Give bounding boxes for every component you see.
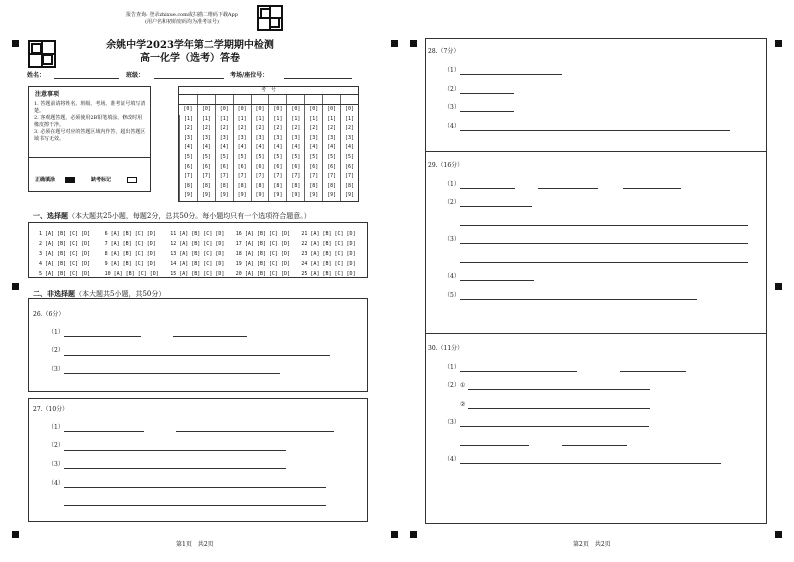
exam-id-digit-cell[interactable] [233, 95, 251, 104]
notice-items [34, 101, 146, 143]
exam-id-bubble[interactable]: [2] [215, 124, 233, 134]
mc-question[interactable]: 3 [A] [B] [C] [D] [39, 251, 91, 257]
q28-answer-1[interactable] [460, 74, 562, 75]
q27-label-4: （4） [48, 480, 64, 487]
q27-label-2: （2） [48, 442, 64, 449]
q28-label-3: （3） [444, 104, 460, 111]
exam-id-bubble[interactable]: [6] [340, 163, 358, 173]
mc-question[interactable]: 23 [A] [B] [C] [D] [301, 251, 356, 257]
divider [425, 333, 767, 334]
exam-id-bubble[interactable]: [7] [233, 172, 251, 182]
q29-answer-3a[interactable] [460, 243, 748, 244]
q30-answer-4[interactable] [460, 463, 721, 464]
report-notice [112, 12, 252, 26]
mc-question[interactable]: 6 [A] [B] [C] [D] [104, 231, 156, 237]
exam-id-bubble[interactable]: [3] [286, 134, 304, 144]
exam-id-bubble[interactable]: [7] [215, 172, 233, 182]
q26-label-1: （1） [48, 329, 64, 336]
mc-question[interactable]: 7 [A] [B] [C] [D] [104, 241, 156, 247]
subject-title: 高一化学（选考）答卷 [140, 53, 240, 64]
q26-title: 26.（6分） [33, 311, 65, 318]
q29-label-5: （5） [444, 292, 460, 299]
sheet-qr-code [28, 40, 56, 68]
section1-title [33, 211, 311, 221]
q30-label-3: （3） [444, 419, 460, 426]
exam-id-bubble[interactable]: [8] [251, 182, 269, 192]
mc-question[interactable]: 5 [A] [B] [C] [D] [39, 271, 91, 277]
exam-id-bubble[interactable]: [4] [286, 143, 304, 153]
q29-answer-4[interactable] [460, 280, 534, 281]
exam-id-bubble[interactable]: [0] [340, 105, 358, 115]
exam-id-bubble[interactable]: [0] [197, 105, 215, 115]
exam-id-bubble[interactable]: [1] [268, 115, 286, 125]
q30-label-1: （1） [444, 364, 460, 371]
mc-question[interactable]: 25 [A] [B] [C] [D] [301, 271, 356, 277]
exam-id-bubble[interactable]: [9] [340, 191, 358, 201]
mc-question[interactable]: 17 [A] [B] [C] [D] [235, 241, 290, 247]
exam-id-bubble[interactable]: [8] [179, 182, 197, 192]
exam-id-bubble[interactable]: [8] [268, 182, 286, 192]
exam-id-bubble[interactable]: [3] [322, 134, 340, 144]
q27-answer-1b[interactable] [176, 431, 334, 432]
mc-question[interactable]: 16 [A] [B] [C] [D] [235, 231, 290, 237]
mc-question[interactable]: 15 [A] [B] [C] [D] [170, 271, 225, 277]
exam-id-bubble[interactable]: [2] [268, 124, 286, 134]
seat-field[interactable] [284, 78, 352, 79]
exam-id-bubble[interactable]: [5] [197, 153, 215, 163]
q29-title: 29.（16分） [428, 162, 464, 169]
exam-id-digit-cell[interactable] [304, 95, 322, 104]
exam-id-bubble[interactable]: [6] [215, 163, 233, 173]
exam-id-bubble[interactable]: [5] [233, 153, 251, 163]
exam-id-bubbles [179, 105, 358, 201]
name-field[interactable] [54, 78, 119, 79]
mc-question[interactable]: 19 [A] [B] [C] [D] [235, 261, 290, 267]
exam-id-bubble[interactable]: [4] [340, 143, 358, 153]
exam-id-bubble[interactable]: [0] [322, 105, 340, 115]
exam-id-bubble[interactable]: [9] [233, 191, 251, 201]
q29-answer-2a[interactable] [460, 206, 532, 207]
mc-question[interactable]: 2 [A] [B] [C] [D] [39, 241, 91, 247]
q29-label-1: （1） [444, 181, 460, 188]
q29-answer-2b[interactable] [460, 225, 748, 226]
exam-id-bubble[interactable]: [7] [304, 172, 322, 182]
exam-id-bubble[interactable]: [1] [233, 115, 251, 125]
exam-id-bubble[interactable]: [9] [322, 191, 340, 201]
report-notice-line2: (用户名和初始密码均为准考证号) [145, 19, 219, 25]
mc-question[interactable]: 24 [A] [B] [C] [D] [301, 261, 356, 267]
exam-id-bubble[interactable]: [6] [304, 163, 322, 173]
exam-id-digit-cell[interactable] [268, 95, 286, 104]
exam-id-bubble[interactable]: [5] [304, 153, 322, 163]
q27-answer-4b[interactable] [64, 505, 326, 506]
q26-answer-2[interactable] [64, 355, 330, 356]
page-title [90, 39, 290, 65]
q27-label-3: （3） [48, 461, 64, 468]
exam-id-digit-cell[interactable] [179, 95, 197, 104]
exam-id-bubble[interactable]: [0] [304, 105, 322, 115]
mc-question[interactable]: 20 [A] [B] [C] [D] [235, 271, 290, 277]
page2-footer: 第2页 共2页 [573, 541, 611, 548]
q30-answer-3a[interactable] [460, 426, 649, 427]
mc-question[interactable]: 12 [A] [B] [C] [D] [170, 241, 225, 247]
q30-answer-2a[interactable] [468, 389, 650, 390]
mc-question[interactable]: 4 [A] [B] [C] [D] [39, 261, 91, 267]
exam-id-bubble[interactable]: [5] [179, 153, 197, 163]
correct-fill-sample [65, 177, 75, 183]
exam-id-bubble[interactable]: [2] [251, 124, 269, 134]
q28-answer-4[interactable] [460, 130, 730, 131]
exam-id-bubble[interactable]: [8] [197, 182, 215, 192]
exam-id-bubble[interactable]: [4] [268, 143, 286, 153]
q30-circle-1: ① [460, 382, 466, 389]
exam-id-digit-cell[interactable] [251, 95, 269, 104]
notice-heading: 注意事项 [35, 91, 60, 98]
q29-answer-5[interactable] [460, 299, 697, 300]
class-label: 班级： [126, 72, 145, 79]
exam-id-bubble[interactable]: [8] [322, 182, 340, 192]
exam-id-bubble[interactable]: [8] [340, 182, 358, 192]
exam-id-bubble[interactable]: [6] [233, 163, 251, 173]
exam-id-bubble[interactable]: [5] [251, 153, 269, 163]
q29-label-4: （4） [444, 273, 460, 280]
missing-mark-label: 缺考标记 [91, 177, 112, 183]
exam-id-bubble[interactable]: [7] [197, 172, 215, 182]
alignment-mark [12, 40, 19, 47]
exam-id-bubble[interactable]: [5] [268, 153, 286, 163]
section2-heading: 二、非选择题 [33, 289, 75, 298]
seat-label: 考场/座位号： [230, 72, 269, 79]
q30-title: 30.（11分） [428, 345, 464, 352]
exam-id-bubble[interactable]: [7] [340, 172, 358, 182]
q26-answer-1b[interactable] [173, 336, 247, 337]
exam-id-bubble[interactable]: [5] [215, 153, 233, 163]
exam-id-bubble[interactable]: [8] [215, 182, 233, 192]
exam-id-bubble[interactable]: [1] [286, 115, 304, 125]
q30-circle-2: ② [460, 401, 466, 408]
exam-id-bubble[interactable]: [0] [286, 105, 304, 115]
alignment-mark [775, 283, 782, 290]
exam-id-bubble[interactable]: [8] [286, 182, 304, 192]
q30-answer-2b[interactable] [468, 408, 650, 409]
exam-id-bubble[interactable]: [3] [215, 134, 233, 144]
exam-id-bubble[interactable]: [3] [179, 134, 197, 144]
mc-question[interactable]: 21 [A] [B] [C] [D] [301, 231, 356, 237]
exam-id-bubble[interactable]: [1] [304, 115, 322, 125]
exam-id-bubble[interactable]: [1] [322, 115, 340, 125]
notice-item: 2. 客观题答题，必须使用2B铅笔填涂，修改时用橡皮擦干净。 [34, 115, 143, 128]
q29-answer-1a[interactable] [460, 188, 515, 189]
exam-id-header: 考 号 [179, 87, 358, 95]
q29-answer-1b[interactable] [538, 188, 598, 189]
exam-id-bubble[interactable]: [0] [233, 105, 251, 115]
exam-id-bubble[interactable]: [6] [322, 163, 340, 173]
exam-id-bubble[interactable]: [2] [340, 124, 358, 134]
exam-id-bubble[interactable]: [6] [197, 163, 215, 173]
exam-id-bubble[interactable]: [5] [286, 153, 304, 163]
q28-label-4: （4） [444, 123, 460, 130]
q27-title: 27.（10分） [33, 406, 69, 413]
exam-id-digit-cell[interactable] [197, 95, 215, 104]
exam-id-bubble[interactable]: [4] [179, 143, 197, 153]
notice-item: 3. 必须在题号对应的答题区域内作答，超出答题区域书写无效。 [34, 129, 146, 142]
exam-id-bubble[interactable]: [1] [340, 115, 358, 125]
q29-label-3: （3） [444, 236, 460, 243]
exam-id-bubble[interactable]: [9] [268, 191, 286, 201]
mc-question[interactable]: 9 [A] [B] [C] [D] [104, 261, 156, 267]
exam-id-bubble[interactable]: [9] [304, 191, 322, 201]
alignment-mark [410, 531, 417, 538]
q29-label-2: （2） [444, 199, 460, 206]
exam-id-bubble[interactable]: [3] [304, 134, 322, 144]
exam-id-bubble[interactable]: [9] [179, 191, 197, 201]
exam-id-bubble[interactable]: [2] [197, 124, 215, 134]
q30-label-2: （2） [444, 382, 460, 389]
mc-question[interactable]: 13 [A] [B] [C] [D] [170, 251, 225, 257]
mc-answer-box [28, 222, 368, 278]
mc-question[interactable]: 22 [A] [B] [C] [D] [301, 241, 356, 247]
divider [425, 151, 767, 152]
mc-question[interactable]: 14 [A] [B] [C] [D] [170, 261, 225, 267]
exam-id-bubble[interactable]: [9] [251, 191, 269, 201]
exam-id-bubble[interactable]: [8] [233, 182, 251, 192]
name-label: 姓名： [27, 72, 46, 79]
exam-id-bubble[interactable]: [3] [233, 134, 251, 144]
mc-question[interactable]: 10 [A] [B] [C] [D] [104, 271, 159, 277]
exam-id-bubble[interactable]: [4] [304, 143, 322, 153]
section1-heading: 一、选择题 [33, 211, 68, 220]
alignment-mark [391, 40, 398, 47]
q26-answer-3[interactable] [64, 373, 280, 374]
exam-id-bubble[interactable]: [2] [304, 124, 322, 134]
q30-answer-3c[interactable] [562, 445, 627, 446]
exam-id-bubble[interactable]: [0] [268, 105, 286, 115]
exam-id-bubble[interactable]: [5] [340, 153, 358, 163]
q26-label-3: （3） [48, 366, 64, 373]
q26-box [28, 298, 368, 392]
notice-item: 1. 答题前请将姓名、班级、考场、准考证号填写清楚。 [34, 101, 146, 114]
exam-id-bubble[interactable]: [2] [233, 124, 251, 134]
exam-id-digit-cell[interactable] [215, 95, 233, 104]
exam-id-bubble[interactable]: [7] [251, 172, 269, 182]
alignment-mark [391, 531, 398, 538]
alignment-mark [775, 531, 782, 538]
page1-footer: 第1页 共2页 [176, 541, 214, 548]
q28-label-1: （1） [444, 67, 460, 74]
app-qr-code [257, 5, 283, 31]
exam-id-bubble[interactable]: [7] [179, 172, 197, 182]
alignment-mark [12, 531, 19, 538]
q27-box [28, 398, 368, 522]
exam-id-bubble[interactable]: [9] [286, 191, 304, 201]
exam-id-bubble[interactable]: [3] [251, 134, 269, 144]
section1-desc: （本大题共25小题，每题2分，总共50分。每小题均只有一个选项符合题意。） [68, 212, 311, 220]
exam-id-bubble[interactable]: [0] [215, 105, 233, 115]
exam-id-bubble[interactable]: [3] [268, 134, 286, 144]
exam-id-bubble[interactable]: [6] [268, 163, 286, 173]
q28-answer-3[interactable] [460, 111, 514, 112]
class-field[interactable] [154, 78, 224, 79]
q28-title: 28.（7分） [428, 48, 460, 55]
exam-id-bubble[interactable]: [4] [322, 143, 340, 153]
q27-answer-4a[interactable] [64, 487, 326, 488]
exam-id-bubble[interactable]: [8] [304, 182, 322, 192]
exam-title: 余姚中学2023学年第二学期期中检测 [106, 40, 274, 51]
mc-question[interactable]: 8 [A] [B] [C] [D] [104, 251, 156, 257]
exam-id-bubble[interactable]: [6] [251, 163, 269, 173]
exam-id-write-row [179, 95, 358, 105]
q30-answer-3b[interactable] [460, 445, 529, 446]
q27-answer-3[interactable] [64, 468, 286, 469]
q30-answer-1a[interactable] [460, 371, 577, 372]
q30-label-4: （4） [444, 456, 460, 463]
report-notice-line1: 报告查询: 登录zhixue.com或扫描二维码下载App [126, 12, 238, 18]
exam-id-bubble[interactable]: [9] [197, 191, 215, 201]
exam-id-digit-cell[interactable] [286, 95, 304, 104]
q26-label-2: （2） [48, 347, 64, 354]
exam-id-grid [178, 86, 359, 202]
exam-id-bubble[interactable]: [2] [322, 124, 340, 134]
q29-answer-3b[interactable] [460, 262, 748, 263]
mc-answer-grid [39, 230, 367, 278]
exam-id-digit-cell[interactable] [322, 95, 340, 104]
exam-id-bubble[interactable]: [1] [251, 115, 269, 125]
exam-id-bubble[interactable]: [5] [322, 153, 340, 163]
exam-id-bubble[interactable]: [7] [286, 172, 304, 182]
mc-question[interactable]: 1 [A] [B] [C] [D] [39, 231, 91, 237]
exam-id-digit-cell[interactable] [340, 95, 358, 104]
q27-label-1: （1） [48, 424, 64, 431]
exam-id-bubble[interactable]: [2] [179, 124, 197, 134]
exam-id-bubble[interactable]: [6] [179, 163, 197, 173]
exam-id-bubble[interactable]: [2] [286, 124, 304, 134]
exam-id-bubble[interactable]: [1] [179, 115, 197, 125]
correct-fill-label: 正确填涂 [35, 177, 56, 183]
exam-id-bubble[interactable]: [6] [286, 163, 304, 173]
q28-answer-2[interactable] [460, 93, 514, 94]
alignment-mark [775, 40, 782, 47]
mc-question[interactable]: 18 [A] [B] [C] [D] [235, 251, 290, 257]
q28-label-2: （2） [444, 86, 460, 93]
alignment-mark [410, 40, 417, 47]
q27-answer-2[interactable] [64, 450, 286, 451]
exam-id-bubble[interactable]: [4] [215, 143, 233, 153]
exam-id-bubble[interactable]: [3] [340, 134, 358, 144]
notice-box [28, 86, 151, 192]
q27-answer-1a[interactable] [64, 431, 144, 432]
exam-id-bubble[interactable]: [1] [197, 115, 215, 125]
exam-id-bubble[interactable]: [4] [233, 143, 251, 153]
missing-mark-checkbox[interactable] [127, 177, 137, 183]
exam-id-bubble[interactable]: [3] [197, 134, 215, 144]
exam-id-bubble[interactable]: [7] [268, 172, 286, 182]
section2-desc: （本大题共5小题，共50分） [75, 290, 166, 298]
alignment-mark [12, 283, 19, 290]
exam-id-bubble[interactable]: [0] [251, 105, 269, 115]
q26-answer-1a[interactable] [64, 336, 141, 337]
exam-id-bubble[interactable]: [7] [322, 172, 340, 182]
exam-id-bubble[interactable]: [9] [215, 191, 233, 201]
q30-answer-1b[interactable] [620, 371, 686, 372]
exam-id-bubble[interactable]: [1] [215, 115, 233, 125]
q29-answer-1c[interactable] [623, 188, 681, 189]
exam-id-bubble[interactable]: [4] [197, 143, 215, 153]
exam-id-bubble[interactable]: [4] [251, 143, 269, 153]
mc-question[interactable]: 11 [A] [B] [C] [D] [170, 231, 225, 237]
exam-id-bubble[interactable]: [0] [183, 106, 193, 112]
